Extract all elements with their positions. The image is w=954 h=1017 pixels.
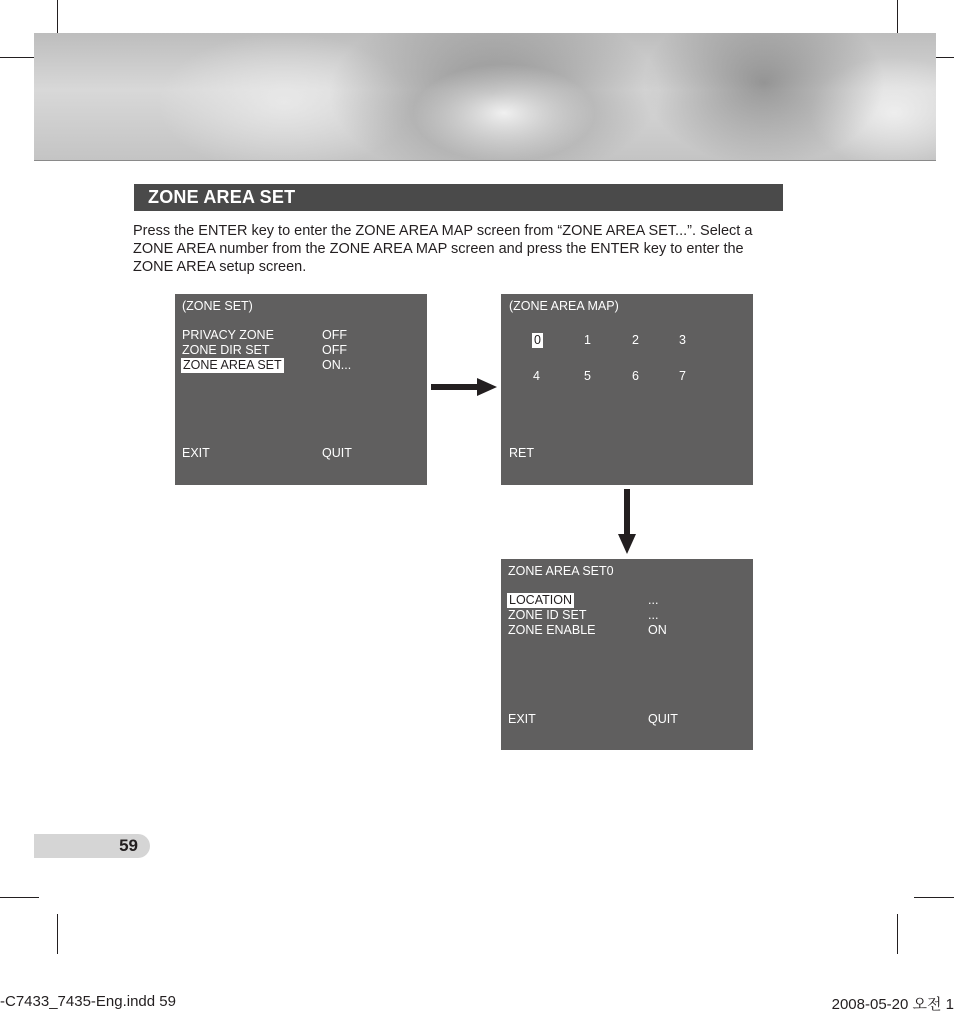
screen-title: (ZONE AREA MAP) — [509, 299, 619, 313]
zone-number-7: 7 — [679, 369, 686, 383]
page-number-tab — [34, 834, 150, 858]
crop-mark — [0, 897, 39, 898]
menu-value-zone-enable: ON — [648, 623, 667, 637]
header-banner-image — [34, 33, 936, 161]
zone-area-set0-screen — [501, 559, 753, 750]
instructions-paragraph: Press the ENTER key to enter the ZONE AREA MAP screen from “ZONE AREA SET...”. Select a ZONE AREA number from the ZONE AREA MAP screen and press the ENTER key to enter the ZONE AREA setup screen. — [133, 223, 753, 275]
menu-label-location-highlighted: LOCATION — [509, 593, 572, 607]
crop-mark — [914, 897, 954, 898]
screen-title: ZONE AREA SET0 — [508, 564, 614, 578]
arrow-down-icon — [618, 489, 636, 554]
menu-value-quit: QUIT — [648, 712, 678, 726]
menu-value-location: ... — [648, 593, 659, 607]
zone-set-screen — [175, 294, 427, 485]
section-header-bar — [134, 184, 783, 211]
zone-number-4: 4 — [533, 369, 540, 383]
section-title: ZONE AREA SET — [148, 187, 296, 207]
crop-mark — [57, 914, 58, 954]
zone-number-3: 3 — [679, 333, 686, 347]
footer-date: 2008-05-20 오전 1 — [831, 996, 954, 1013]
menu-label-privacy-zone: PRIVACY ZONE — [182, 328, 274, 342]
menu-value-quit: QUIT — [322, 446, 352, 460]
zone-number-2: 2 — [632, 333, 639, 347]
menu-label-ret: RET — [509, 446, 534, 460]
menu-label-zone-dir-set: ZONE DIR SET — [182, 343, 270, 357]
menu-label-exit: EXIT — [182, 446, 210, 460]
zone-area-map-screen — [501, 294, 753, 485]
page-number: 59 — [119, 836, 138, 855]
arrow-right-icon — [431, 378, 497, 396]
zone-number-0-highlighted: 0 — [534, 333, 541, 347]
menu-label-zone-enable: ZONE ENABLE — [508, 623, 596, 637]
zone-number-5: 5 — [584, 369, 591, 383]
menu-value-privacy-zone: OFF — [322, 328, 347, 342]
zone-number-1: 1 — [584, 333, 591, 347]
menu-label-zone-id-set: ZONE ID SET — [508, 608, 587, 622]
footer-filename: -C7433_7435-Eng.indd 59 — [0, 993, 176, 1010]
screen-title: (ZONE SET) — [182, 299, 253, 313]
zone-number-6: 6 — [632, 369, 639, 383]
crop-mark — [897, 914, 898, 954]
menu-value-zone-dir-set: OFF — [322, 343, 347, 357]
menu-value-zone-id-set: ... — [648, 608, 659, 622]
menu-value-zone-area-set: ON... — [322, 358, 352, 372]
menu-label-zone-area-set-highlighted: ZONE AREA SET — [183, 358, 282, 372]
menu-label-exit: EXIT — [508, 712, 536, 726]
